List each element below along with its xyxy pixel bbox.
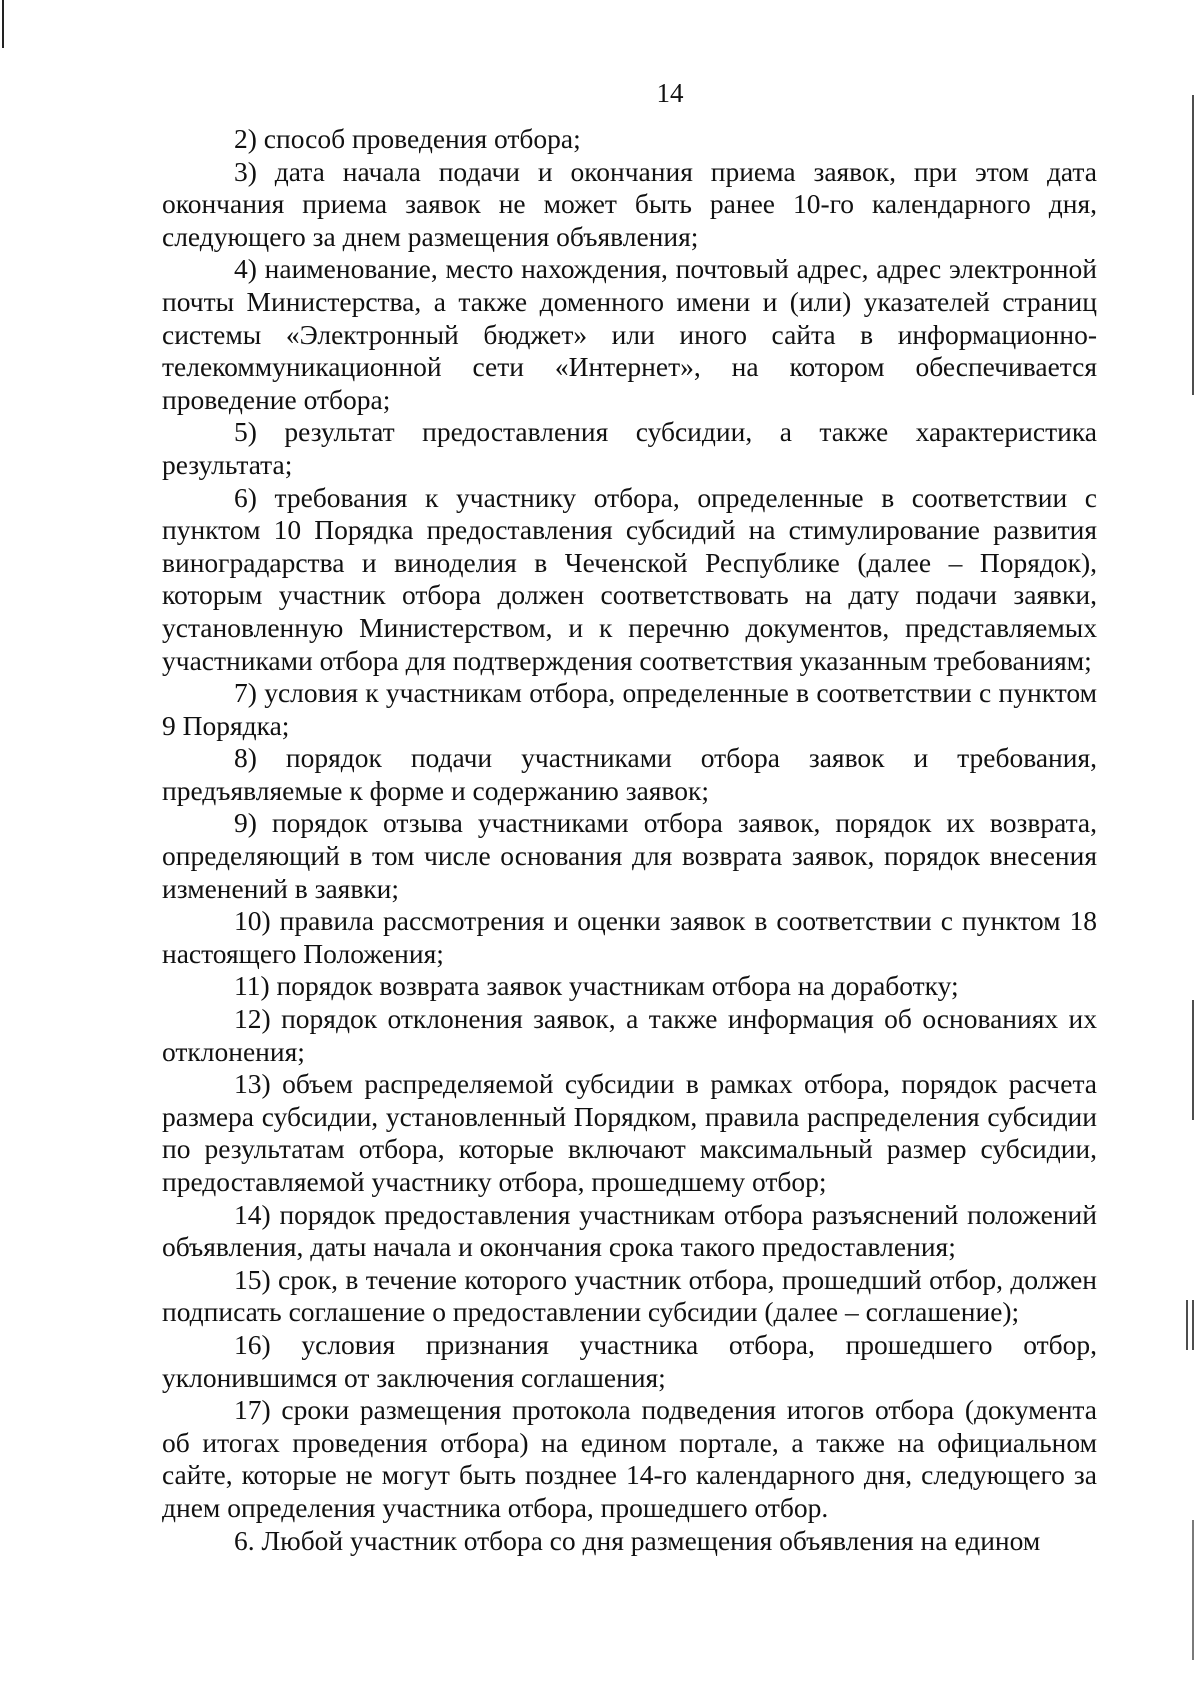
- list-item-14: 14) порядок предоставления участникам отбора разъяснений положений объявления, даты начала и окончания срока такого предоставления;: [162, 1198, 1097, 1263]
- scan-artifact-right-5: [1192, 1520, 1194, 1660]
- list-item-8: 8) порядок подачи участниками отбора заявок и требования, предъявляемые к форме и содержанию заявок;: [162, 742, 1097, 806]
- list-item-13: 13) объем распределяемой субсидии в рамках отбора, порядок расчета размера субсидии, установленный Порядком, правила распределения субсидии по результатам отбора, которые включают максимальный размер субсидии, предоставляемой участнику отбора, прошедшему отбор;: [162, 1068, 1097, 1197]
- scan-artifact-right-3: [1186, 1300, 1188, 1350]
- list-item-5: 5) результат предоставления субсидии, а также характеристика результата;: [162, 416, 1097, 480]
- list-item-11: 11) порядок возврата заявок участникам отбора на доработку;: [234, 970, 959, 1002]
- section-6-paragraph: 6. Любой участник отбора со дня размещения объявления на едином: [234, 1524, 1041, 1556]
- list-item-3: 3) дата начала подачи и окончания приема заявок, при этом дата окончания приема заявок не может быть ранее 10-го календарного дня, следующего за днем размещения объявления;: [162, 155, 1097, 252]
- scan-artifact-right-4: [1192, 1300, 1194, 1350]
- list-item-12: 12) порядок отклонения заявок, а также информация об основаниях их отклонения;: [162, 1003, 1097, 1067]
- list-item-15: 15) срок, в течение которого участник отбора, прошедший отбор, должен подписать соглашение о предоставлении субсидии (далее – соглашение);: [162, 1263, 1097, 1328]
- scan-artifact-top-left: [2, 0, 4, 48]
- scan-artifact-right-1: [1192, 95, 1194, 395]
- list-item-17: 17) сроки размещения протокола подведения итогов отбора (документа об итогах проведения отбора) на едином портале, а также на официальном сайте, которые не могут быть позднее 14-го календарного дня, следующего за днем определения участника отбора, прошедшего отбор.: [162, 1394, 1097, 1523]
- list-item-9: 9) порядок отзыва участниками отбора заявок, порядок их возврата, определяющий в том числе основания для возврата заявок, порядок внесения изменений в заявки;: [162, 807, 1097, 904]
- list-item-2: 2) способ проведения отбора;: [234, 123, 581, 154]
- list-item-7: 7) условия к участникам отбора, определенные в соответствии с пунктом 9 Порядка;: [162, 677, 1097, 741]
- list-item-6: 6) требования к участнику отбора, определенные в соответствии с пунктом 10 Порядка предоставления субсидий на стимулирование развития виноградарства и виноделия в Чеченской Республике (далее – Порядок), которым участник отбора должен соответствовать на дату подачи заявки, установленную Министерством, и к перечню документов, представляемых участниками отбора для подтверждения соответствия указанным требованиям;: [162, 481, 1097, 676]
- list-item-10: 10) правила рассмотрения и оценки заявок в соответствии с пунктом 18 настоящего Положения;: [162, 905, 1097, 969]
- list-item-4: 4) наименование, место нахождения, почтовый адрес, адрес электронной почты Министерства, а также доменного имени и (или) указателей страниц системы «Электронный бюджет» или иного сайта в информационно-телекоммуникационной сети «Интернет», на котором обеспечивается проведение отбора;: [162, 253, 1097, 415]
- list-item-16: 16) условия признания участника отбора, прошедшего отбор, уклонившимся от заключения соглашения;: [162, 1328, 1097, 1393]
- page-number: 14: [656, 78, 684, 108]
- scan-artifact-right-2: [1192, 1000, 1194, 1120]
- document-body: [162, 123, 1097, 1557]
